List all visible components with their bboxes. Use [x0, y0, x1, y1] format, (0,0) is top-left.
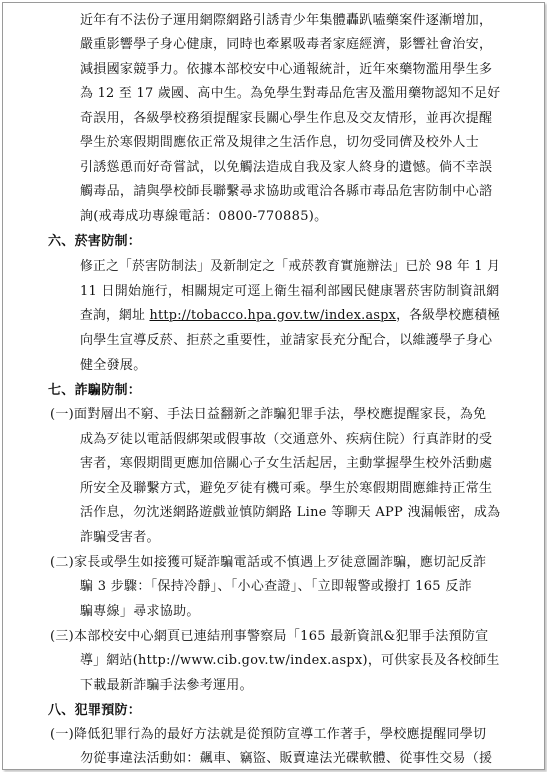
fraud-item-2-line: (二)家長或學生如接獲可疑詐騙電話或不慎遇上歹徒意圖詐騙，應切記反詐 — [50, 555, 487, 570]
intro-line: 奇誤用，各級學校務須提醒家長關心學生作息及交友情形，並再次提醒 — [80, 111, 493, 126]
intro-line: 引誘慫恿而好奇嘗試，以免觸法造成自我及家人終身的遺憾。倘不幸誤 — [80, 160, 493, 175]
tobacco-line-prefix: 查詢，網址 — [80, 308, 150, 323]
tobacco-line: 健全發展。 — [80, 358, 147, 373]
tobacco-line: 向學生宣導反菸、拒菸之重要性，並請家長充分配合，以維護學子身心 — [80, 333, 493, 348]
section-heading-fraud: 七、詐騙防制： — [48, 383, 142, 398]
fraud-item-3-line: 下載最新詐騙手法參考運用。 — [80, 678, 253, 693]
intro-line: 嚴重影響學子身心健康，同時也牽累吸毒者家庭經濟，影響社會治安， — [80, 37, 493, 52]
fraud-item-2-line: 騙 3 步驟：「保持冷靜」、「小心查證」、「立即報警或撥打 165 反詐 — [80, 579, 472, 594]
fraud-item-2-line: 騙專線」尋求協助。 — [80, 604, 200, 619]
tobacco-line: 11 日開始施行，相關規定可逕上衛生福利部國民健康署菸害防制資訊網 — [80, 284, 500, 299]
intro-line: 觸毒品，請與學校師長聯繫尋求協助或電洽各縣市毒品危害防制中心諮 — [80, 184, 493, 199]
fraud-item-1-line: (一)面對層出不窮、手法日益翻新之詐騙犯罪手法，學校應提醒家長，為免 — [50, 407, 487, 422]
intro-line: 為 12 至 17 歲國、高中生。為免學生對毒品危害及濫用藥物認知不足好 — [80, 86, 501, 101]
fraud-item-1-line: 活作息，勿沈迷網路遊戲並慎防網路 Line 等聊天 APP 洩漏帳密，成為 — [80, 505, 501, 520]
section-heading-crime-prevention: 八、犯罪預防： — [48, 703, 142, 718]
tobacco-line: 修正之「菸害防制法」及新制定之「戒菸教育實施辦法」已於 98 年 1 月 — [80, 259, 501, 274]
fraud-item-1-line: 詐騙受害者。 — [80, 530, 160, 545]
fraud-item-3-line: 導」網站(http://www.cib.gov.tw/index.aspx)，可供家長及各校師生 — [80, 653, 500, 668]
fraud-item-1-line: 所安全及聯繫方式，避免歹徒有機可乘。學生於寒假期間應維持正常生 — [80, 481, 493, 496]
intro-line: 詢(戒毒成功專線電話：0800-770885)。 — [80, 209, 328, 224]
intro-line: 近年有不法份子運用網際網路引誘青少年集體轟趴嗑藥案件逐漸增加， — [80, 13, 493, 28]
tobacco-website-link[interactable]: http://tobacco.hpa.gov.tw/index.aspx — [149, 308, 397, 323]
fraud-item-3-line: (三)本部校安中心網頁已連結刑事警察局「165 最新資訊&犯罪手法預防宣 — [50, 629, 489, 644]
crime-item-1-line: (一)降低犯罪行為的最好方法就是從預防宣導工作著手，學校應提醒同學切 — [50, 727, 487, 742]
fraud-item-1-line: 害者，寒假期間更應加倍關心子女生活起居，主動掌握學生校外活動處 — [80, 456, 493, 471]
section-heading-tobacco: 六、菸害防制： — [48, 234, 142, 249]
intro-line: 減損國家競爭力。依據本部校安中心通報統計，近年來藥物濫用學生多 — [80, 62, 493, 77]
fraud-item-1-line: 成為歹徒以電話假綁架或假事故（交通意外、疾病住院）行真詐財的受 — [80, 432, 493, 447]
intro-line: 學生於寒假期間應依正常及規律之生活作息，切勿受同儕及校外人士 — [80, 135, 480, 150]
tobacco-line-suffix: ，各級學校應積極 — [396, 308, 501, 323]
tobacco-line-with-link — [80, 308, 500, 324]
crime-item-1-line: 勿從事違法活動如：飆車、竊盜、販賣違法光碟軟體、從事性交易（援 — [80, 751, 493, 766]
